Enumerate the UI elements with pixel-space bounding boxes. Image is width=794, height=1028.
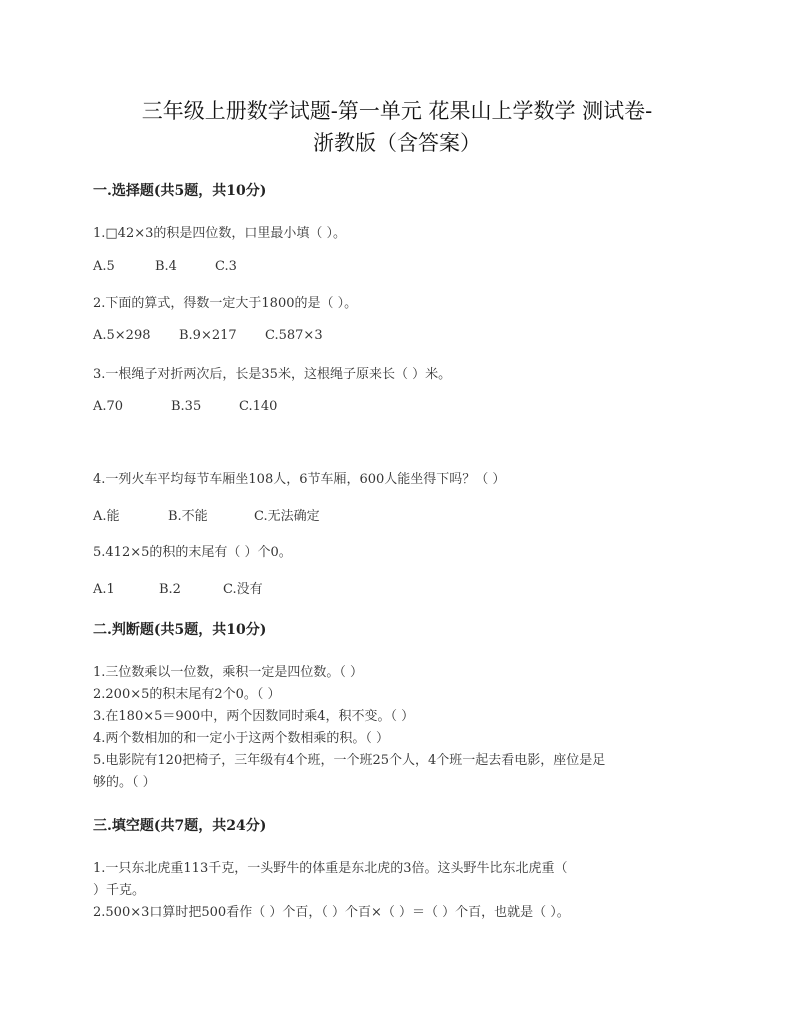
section-heading-judge: 二.判断题(共5题，共10分) (93, 622, 267, 638)
fill-item-continued: ）千克。 (93, 883, 146, 898)
option: A.5 (93, 259, 115, 274)
option: A.1 (93, 582, 115, 597)
question-text: 3.一根绳子对折两次后，长是35米，这根绳子原来长（ ）米。 (93, 367, 452, 382)
doc-title-line-2: 浙教版（含答案） (313, 131, 481, 155)
question-text: 5.412×5的积的末尾有（ ）个0。 (93, 545, 292, 560)
judge-item-continued: 够的。（ ） (93, 775, 156, 790)
judge-item: 3.在180×5＝900中，两个因数同时乘4，积不变。（ ） (93, 709, 415, 724)
option: C.3 (215, 259, 237, 274)
question-options (93, 505, 320, 524)
judge-item: 4.两个数相加的和一定小于这两个数相乘的积。（ ） (93, 731, 390, 746)
question-text: 4.一列火车平均每节车厢坐108人，6节车厢，600人能坐得下吗？（ ） (93, 472, 506, 487)
option: B.2 (159, 582, 181, 597)
question-text: 1.□42×3的积是四位数，口里最小填（ ）。 (93, 226, 347, 241)
question-options (93, 578, 263, 597)
option: A.70 (93, 399, 124, 414)
judge-item: 2.200×5的积末尾有2个0。（ ） (93, 687, 281, 702)
judge-item: 1.三位数乘以一位数，乘积一定是四位数。（ ） (93, 665, 364, 680)
option: A.能 (93, 509, 120, 524)
option: C.140 (239, 399, 278, 414)
doc-title-line-1: 三年级上册数学试题-第一单元 花果山上学数学 测试卷- (141, 99, 653, 123)
option: B.35 (171, 399, 202, 414)
question-options (93, 399, 277, 414)
question-options (93, 328, 323, 343)
section-heading-choice: 一.选择题(共5题，共10分) (93, 183, 267, 199)
option: C.587×3 (265, 328, 323, 343)
section-heading-fill: 三.填空题(共7题，共24分) (93, 818, 267, 834)
option: B.4 (155, 259, 177, 274)
question-text: 2.下面的算式，得数一定大于1800的是（ ）。 (93, 296, 358, 311)
option: B.9×217 (179, 328, 237, 343)
option: A.5×298 (93, 328, 151, 343)
option: C.没有 (223, 582, 263, 597)
fill-item: 1.一只东北虎重113千克，一头野牛的体重是东北虎的3倍。这头野牛比东北虎重（ (93, 861, 568, 876)
question-options (93, 259, 237, 274)
option: B.不能 (168, 509, 208, 524)
option: C.无法确定 (254, 509, 320, 524)
judge-item: 5.电影院有120把椅子，三年级有4个班，一个班25个人，4个班一起去看电影，座位是足 (93, 753, 606, 768)
fill-item: 2.500×3口算时把500看作（ ）个百，（ ）个百×（ ）＝（ ）个百，也就是（ ）。 (93, 905, 570, 920)
